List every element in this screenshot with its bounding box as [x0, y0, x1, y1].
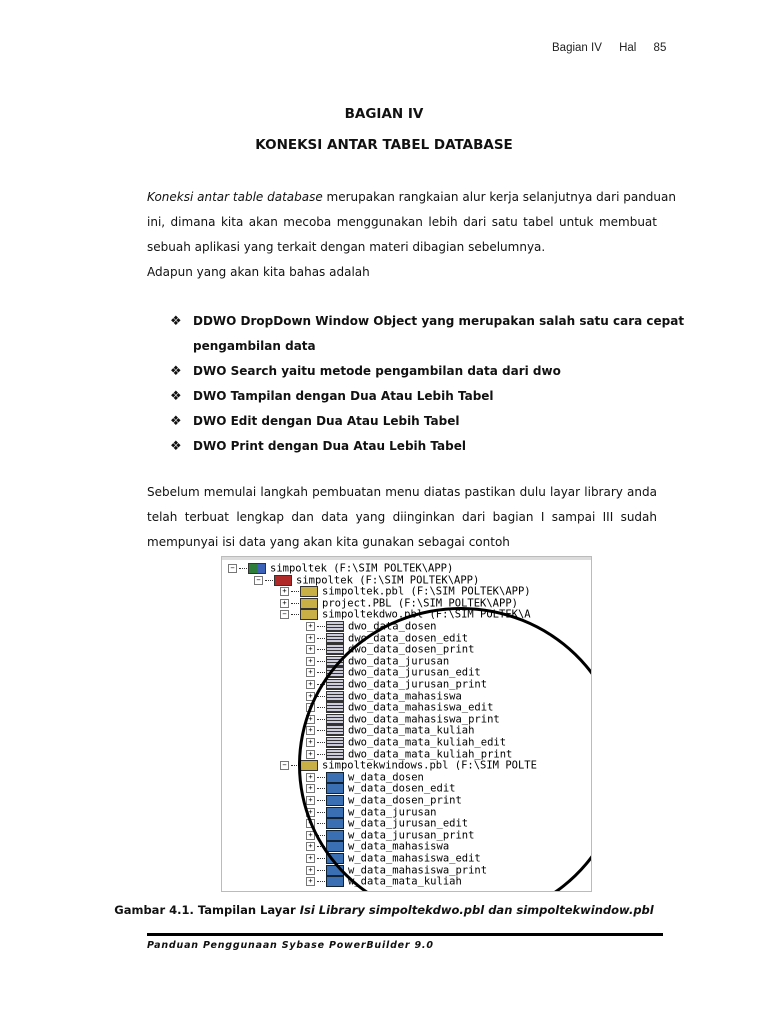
expand-icon[interactable]: +: [306, 750, 315, 759]
intro-line-1-rest: merupakan rangkaian alur kerja selanjutnya dari panduan: [322, 190, 676, 204]
tree-node[interactable]: [280, 586, 531, 598]
diamond-bullet-icon: ❖: [170, 364, 182, 379]
expand-icon[interactable]: +: [306, 877, 315, 886]
expand-icon[interactable]: +: [306, 703, 315, 712]
expand-icon[interactable]: +: [280, 587, 289, 596]
diamond-bullet-icon: ❖: [170, 389, 182, 404]
tree-node-label: dwo_data_mata_kuliah_edit: [348, 736, 507, 749]
expand-icon[interactable]: +: [306, 784, 315, 793]
footer-rule: [147, 933, 663, 936]
tree-node[interactable]: [254, 575, 479, 587]
list-item-text: DWO Print dengan Dua Atau Lebih Tabel: [193, 439, 466, 453]
expand-icon[interactable]: +: [306, 634, 315, 643]
page-number: 85: [653, 42, 667, 54]
caption-italic: Isi Library simpoltekdwo.pbl dan simpoltekwindow.pbl: [299, 903, 654, 917]
tree-node-label: w_data_jurusan: [348, 806, 437, 819]
tree-node-label: w_data_mata_kuliah: [348, 875, 462, 888]
tree-node-label: dwo_data_dosen_edit: [348, 632, 469, 645]
intro-line-4: Adapun yang akan kita bahas adalah: [147, 265, 370, 279]
tree-node-label: w_data_jurusan_print: [348, 829, 475, 842]
expand-icon[interactable]: +: [306, 773, 315, 782]
tree-node-label: dwo_data_jurusan_edit: [348, 666, 481, 679]
expand-icon[interactable]: +: [306, 738, 315, 747]
datawindow-icon: [326, 633, 344, 644]
tree-node-label: w_data_jurusan_edit: [348, 817, 469, 830]
tree-connector: [317, 672, 325, 673]
diamond-bullet-icon: ❖: [170, 439, 182, 454]
tree-connector: [317, 881, 325, 882]
list-item: [170, 434, 658, 459]
window-icon: [326, 876, 344, 887]
footer-text: Panduan Penggunaan Sybase PowerBuilder 9.0: [147, 940, 434, 951]
tree-connector: [317, 649, 325, 650]
tree-node-label: dwo_data_mahasiswa_edit: [348, 701, 494, 714]
tree-connector: [317, 638, 325, 639]
intro-line-3: sebuah aplikasi yang terkait dengan materi dibagian sebelumnya.: [147, 240, 546, 254]
tree-node-label: dwo_data_jurusan: [348, 655, 450, 668]
body-line-2: telah terbuat lengkap dan data yang diinginkan dari bagian I sampai III sudah: [147, 510, 657, 524]
body-line-3: mempunyai isi data yang akan kita gunakan sebagai contoh: [147, 535, 510, 549]
body-line-1: Sebelum memulai langkah pembuatan menu diatas pastikan dulu layar library anda: [147, 485, 657, 499]
tree-node-label: dwo_data_mata_kuliah_print: [348, 748, 513, 761]
expand-icon[interactable]: +: [306, 842, 315, 851]
section-label: Bagian IV: [552, 42, 602, 54]
part-title: BAGIAN IV: [344, 106, 424, 122]
body-paragraph: [147, 480, 657, 555]
expand-icon[interactable]: +: [306, 657, 315, 666]
tree-connector: [291, 591, 299, 592]
tree-node-label: simpoltekwindows.pbl (F:\SIM POLTE: [322, 759, 537, 772]
tree-node-label: dwo_data_jurusan_print: [348, 678, 488, 691]
tree-node-label: w_data_mahasiswa: [348, 840, 450, 853]
tree-node[interactable]: [228, 563, 453, 575]
tree-connector: [317, 661, 325, 662]
tree-node-label: w_data_mahasiswa_edit: [348, 852, 481, 865]
expand-icon[interactable]: +: [306, 715, 315, 724]
tree-node-label: simpoltekdwo.pbl (F:\SIM POLTEK\A: [322, 608, 531, 621]
tree-node-label: dwo_data_dosen: [348, 620, 437, 633]
expand-icon[interactable]: +: [306, 831, 315, 840]
list-item-text-cont: pengambilan data: [193, 339, 316, 353]
tree-node-label: simpoltek.pbl (F:\SIM POLTEK\APP): [322, 585, 531, 598]
collapse-icon[interactable]: −: [280, 761, 289, 770]
workspace-icon: [248, 563, 266, 574]
expand-icon[interactable]: +: [306, 726, 315, 735]
expand-icon[interactable]: +: [306, 622, 315, 631]
expand-icon[interactable]: +: [306, 854, 315, 863]
tree-connector: [291, 614, 299, 615]
tree-connector: [317, 858, 325, 859]
datawindow-icon: [326, 621, 344, 632]
tree-connector: [265, 580, 273, 581]
list-item: [170, 309, 685, 359]
list-item-text: DDWO DropDown Window Object yang merupakan salah satu cara cepat: [193, 314, 685, 328]
tree-node-label: w_data_mahasiswa_print: [348, 864, 488, 877]
list-item-text: DWO Search yaitu metode pengambilan data dari dwo: [193, 364, 561, 378]
tree-node-label: w_data_dosen_edit: [348, 782, 456, 795]
collapse-icon[interactable]: −: [254, 576, 263, 585]
page-header: [552, 42, 680, 54]
tree-node-label: project.PBL (F:\SIM POLTEK\APP): [322, 597, 518, 610]
expand-icon[interactable]: +: [306, 866, 315, 875]
intro-lead: Koneksi antar table database: [147, 190, 323, 204]
diamond-bullet-icon: ❖: [170, 314, 182, 329]
tree-connector: [291, 603, 299, 604]
expand-icon[interactable]: +: [306, 680, 315, 689]
page-label: Hal: [619, 42, 637, 54]
collapse-icon[interactable]: −: [228, 564, 237, 573]
tree-node-label: simpoltek (F:\SIM POLTEK\APP): [296, 574, 480, 587]
list-item-text: DWO Tampilan dengan Dua Atau Lebih Tabel: [193, 389, 494, 403]
tree-node-label: dwo_data_mahasiswa: [348, 690, 462, 703]
diamond-bullet-icon: ❖: [170, 414, 182, 429]
library-tree-screenshot: [221, 556, 592, 892]
tree-node-label: w_data_dosen: [348, 771, 424, 784]
list-item: [170, 384, 658, 409]
expand-icon[interactable]: +: [306, 819, 315, 828]
library-icon: [300, 609, 318, 620]
expand-icon[interactable]: +: [306, 692, 315, 701]
expand-icon[interactable]: +: [306, 645, 315, 654]
expand-icon[interactable]: +: [306, 668, 315, 677]
caption-prefix: Gambar 4.1. Tampilan Layar: [114, 903, 300, 917]
topic-list: [170, 309, 685, 459]
tree-node-label: dwo_data_mata_kuliah: [348, 724, 475, 737]
list-item: [170, 359, 658, 384]
list-item-text: DWO Edit dengan Dua Atau Lebih Tabel: [193, 414, 460, 428]
tree-connector: [317, 626, 325, 627]
intro-line-2: ini, dimana kita akan mecoba menggunakan lebih dari satu tabel untuk membuat: [147, 215, 657, 229]
tree-node-label: simpoltek (F:\SIM POLTEK\APP): [270, 562, 454, 575]
list-item: [170, 409, 658, 434]
datawindow-icon: [326, 644, 344, 655]
screenshot-top-border: [222, 557, 591, 560]
library-icon: [300, 586, 318, 597]
tree-node-label: dwo_data_mahasiswa_print: [348, 713, 500, 726]
tree-node-label: w_data_dosen_print: [348, 794, 462, 807]
intro-paragraph: [147, 185, 676, 285]
expand-icon[interactable]: +: [306, 808, 315, 817]
figure-caption: [0, 903, 768, 917]
chapter-title: KONEKSI ANTAR TABEL DATABASE: [255, 137, 513, 153]
collapse-icon[interactable]: −: [280, 610, 289, 619]
expand-icon[interactable]: +: [306, 796, 315, 805]
tree-connector: [317, 870, 325, 871]
expand-icon[interactable]: +: [280, 599, 289, 608]
target-icon: [274, 575, 292, 586]
library-icon: [300, 598, 318, 609]
tree-connector: [239, 568, 247, 569]
intro-line-1: [147, 185, 676, 210]
tree-node-label: dwo_data_dosen_print: [348, 643, 475, 656]
